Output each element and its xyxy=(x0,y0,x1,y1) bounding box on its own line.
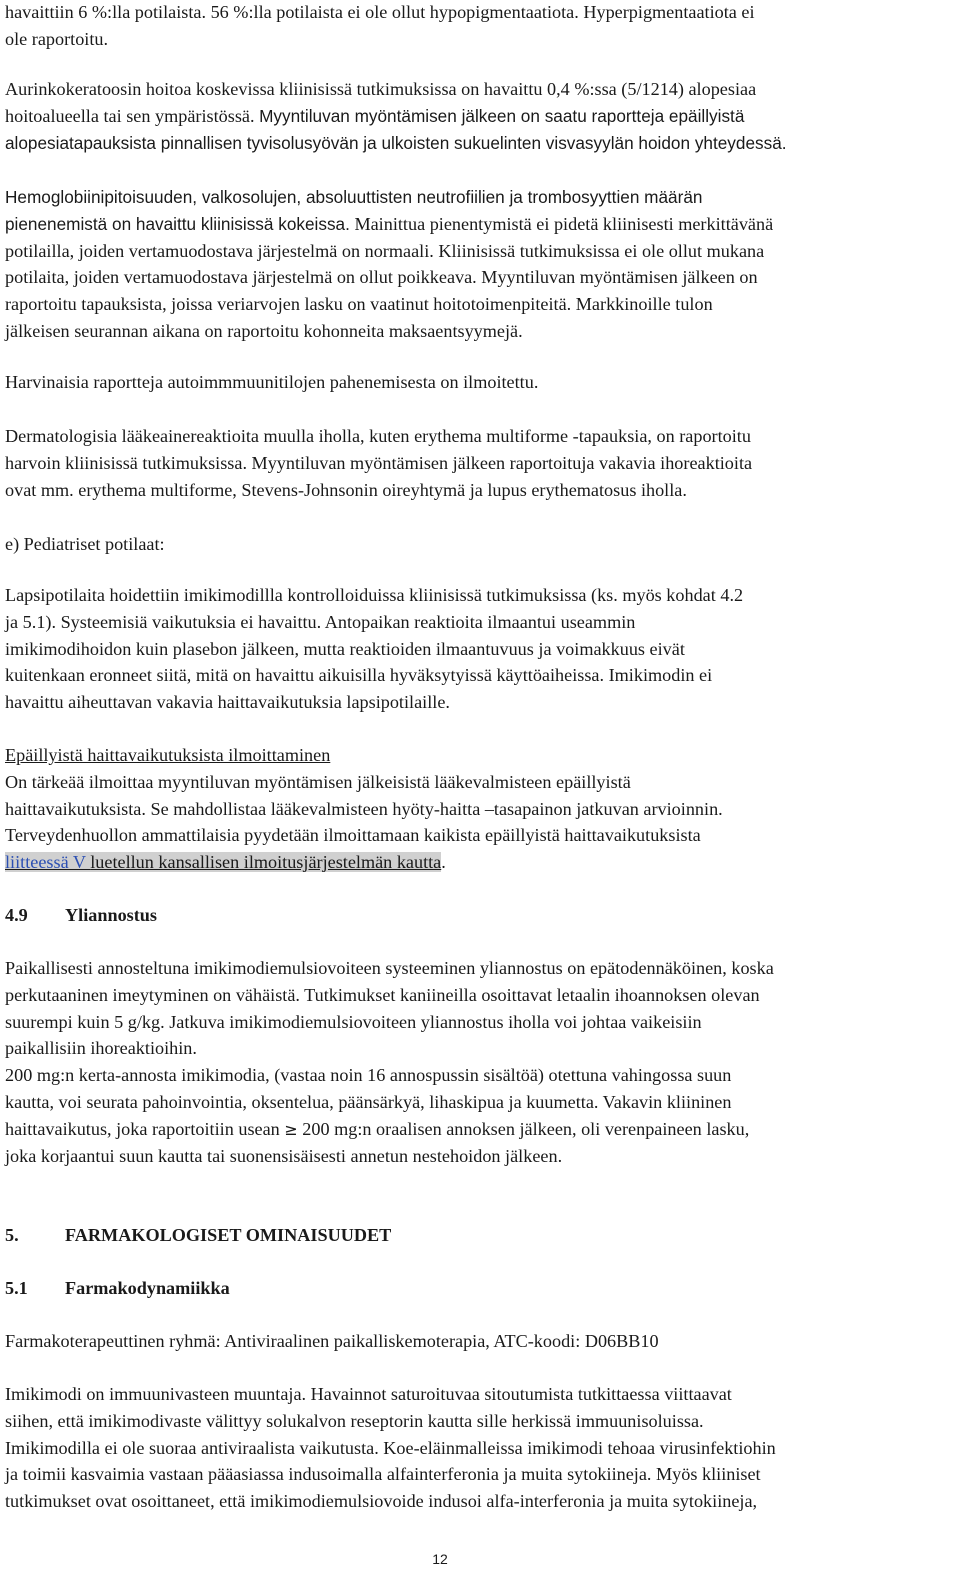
text-line: jälkeisen seurannan aikana on raportoitu kohonneita maksaentsyymejä. xyxy=(5,320,523,341)
text-line: Imikimodilla ei ole suoraa antiviraalista vaikutusta. xyxy=(5,1437,379,1458)
paragraph-hemoglobin xyxy=(5,184,773,345)
section-number: 4.9 xyxy=(5,905,28,925)
appendix-v-link-text: luetellun kansallisen ilmoitusjärjestelmän kautta xyxy=(90,852,442,873)
text-line: Havainnot saturoituvaa sitoutumista tutkittaessa viittaavat xyxy=(310,1384,732,1404)
text-line: On tärkeää ilmoittaa myyntiluvan myöntämisen jälkeisistä lääkevalmisteen epäillyistä xyxy=(5,771,631,792)
text-line: Tutkimukset kaniineilla osoittavat letaalin ihoannoksen olevan xyxy=(304,984,760,1005)
text-line: Paikallisesti annosteltuna imikimodiemulsiovoiteen systeeminen yliannostus on epätodennäköinen, koska xyxy=(5,958,774,978)
appendix-v-link[interactable] xyxy=(5,852,441,872)
section-heading-4-9 xyxy=(5,902,157,929)
paragraph-overdose-topical xyxy=(5,955,774,1062)
section-number: 5. xyxy=(5,1225,19,1245)
text-line: Vakavin kliininen xyxy=(602,1091,732,1112)
text-line: Myyntiluvan myöntämisen jälkeen raportoituja vakavia ihoreaktioita xyxy=(251,452,753,473)
text-line: Aurinkokeratoosin hoitoa koskevissa kliinisissä tutkimuksissa on havaittu 0,4 %:ssa (5/1214) alopesiaa xyxy=(5,79,757,99)
text-line: paikallisiin ihoreaktioihin. xyxy=(5,1038,197,1059)
paragraph-pharmacodynamics xyxy=(5,1381,776,1515)
text-line: 200 mg:n oraalisen annoksen jälkeen, oli verenpaineen lasku, xyxy=(302,1118,750,1139)
paragraph-pediatric xyxy=(5,582,743,716)
text-line: Koe-eläinmalleissa imikimodi tehoaa virusinfektiohin xyxy=(383,1437,776,1458)
text-line: erythema multiforme, Stevens-Johnsonin oireyhtymä ja lupus erythematosus iholla. xyxy=(78,479,687,500)
text-line: alopesiatapauksista pinnallisen tyvisolusyövän ja ulkoisten sukuelinten visvasyylän hoidon yhteydessä. xyxy=(5,132,787,153)
paragraph-pigmentation xyxy=(5,0,755,53)
paragraph-atc xyxy=(5,1328,659,1355)
text-line: havaittu aiheuttavan vakavia haittavaikutuksia lapsipotilaille. xyxy=(5,692,450,713)
text-line: Myös kliiniset xyxy=(656,1464,761,1485)
text-line: tutkimukset ovat osoittaneet, että imikimodiemulsiovoide indusoi alfa-interferonia ja muita sytokiineja, xyxy=(5,1491,758,1512)
text-line: siihen, että imikimodivaste välittyy solukalvon reseptorin kautta sille herkissä immuunisoluissa. xyxy=(5,1410,704,1431)
text-line: Hemoglobiinipitoisuuden, valkosolujen, absoluuttisten neutrofiilien ja trombosyyttien määrän xyxy=(5,187,703,207)
page-number: 12 xyxy=(432,1551,448,1567)
section-number: 5.1 xyxy=(5,1278,28,1298)
text-line: potilaita, joiden vertamuodostava järjestelmä on ollut poikkeava. xyxy=(5,267,477,288)
text-line: Mainittua pienentymistä ei pidetä kliinisesti merkittävänä xyxy=(354,213,774,234)
text-line: kautta, voi seurata pahoinvointia, oksentelua, päänsärkyä, lihaskipua ja kuumetta. xyxy=(5,1091,599,1112)
text-line: Myyntiluvan myöntämisen jälkeen on xyxy=(481,267,758,288)
text-line: hoitoalueella tai sen ympäristössä. xyxy=(5,105,255,126)
text-line: e) Pediatriset potilaat: xyxy=(5,534,165,554)
text-line: kuitenkaan eronneet siitä, mitä on havaittu aikuisilla hyväksytyissä käyttöaiheissa. xyxy=(5,665,605,686)
text-line: Systeemisiä vaikutuksia ei havaittu. xyxy=(60,611,322,632)
text-line: haittavaikutus, joka raportoitiin usean xyxy=(5,1118,280,1139)
text-line: Lapsipotilaita hoidettiin imikimodillla kontrolloiduissa kliinisissä tutkimuksissa (ks. myös kohdat 4.2 xyxy=(5,585,744,605)
section-title: FARMAKOLOGISET OMINAISUUDET xyxy=(65,1225,392,1245)
section-heading-5-1 xyxy=(5,1275,230,1302)
text-line: Kliinisissä tutkimuksissa ei ole ollut mukana xyxy=(438,240,765,261)
appendix-v-link-label: liitteessä V xyxy=(5,852,91,873)
text-line: Imikimodin ei xyxy=(608,665,713,686)
text-line: perkutaaninen imeytyminen on vähäistä. xyxy=(5,984,300,1005)
text-line: haittavaikutuksista. Se mahdollistaa lääkevalmisteen hyöty-haitta –tasapainon jatkuvan arvioinnin. xyxy=(5,798,723,819)
paragraph-dermatology xyxy=(5,423,752,503)
paragraph-reporting xyxy=(5,742,723,876)
section-title: Farmakodynamiikka xyxy=(65,1278,230,1298)
text-line: potilailla, joiden vertamuodostava järjestelmä on normaali. xyxy=(5,240,434,261)
text-line: Terveydenhuollon ammattilaisia pyydetään ilmoittamaan kaikista epäillyistä haittavaikutuksista xyxy=(5,825,701,846)
text-line: ovat mm. xyxy=(5,479,74,500)
text-line: ja 5.1). xyxy=(5,611,57,632)
section-title: Yliannostus xyxy=(65,905,157,925)
text-line: harvoin kliinisissä tutkimuksissa. xyxy=(5,452,247,473)
text-line: . xyxy=(441,852,446,873)
text-line: Myyntiluvan myöntämisen jälkeen on saatu raportteja epäillyistä xyxy=(259,105,745,126)
greater-or-equal-icon: ≥ xyxy=(284,1119,298,1139)
reporting-title: Epäillyistä haittavaikutuksista ilmoittaminen xyxy=(5,745,331,765)
text-line: raportoitu tapauksista, joissa veriarvojen lasku on vaatinut hoitotoimenpiteitä. xyxy=(5,294,572,315)
text-line: imikimodihoidon kuin plasebon jälkeen, mutta reaktioiden ilmaantuvuus ja voimakkuus eivät xyxy=(5,638,685,659)
text-line: Harvinaisia raportteja autoimmmuunitilojen pahenemisesta on ilmoitettu. xyxy=(5,372,539,392)
paragraph-autoimmune xyxy=(5,369,538,396)
text-line: Dermatologisia lääkeainereaktioita muulla iholla, kuten erythema multiforme -tapauksia, on raportoitu xyxy=(5,426,751,446)
section-heading-5 xyxy=(5,1222,391,1249)
text-line: suurempi kuin 5 g/kg. xyxy=(5,1011,165,1032)
text-line: joka korjaantui suun kautta tai suonensisäisesti annetun nestehoidon jälkeen. xyxy=(5,1146,563,1167)
text-line: pienenemistä on havaittu kliinisissä kokeissa. xyxy=(5,213,350,234)
text-line: havaittiin 6 %:lla potilaista. 56 %:lla potilaista ei ole ollut hypopigmentaatiota. Hyperpigmentaatiota ei xyxy=(5,2,755,22)
text-line: 200 mg:n kerta-annosta imikimodia, (vastaa noin 16 annospussin sisältöä) otettuna vahingossa suun xyxy=(5,1065,732,1085)
text-line: ole raportoitu. xyxy=(5,28,109,49)
text-line: Jatkuva imikimodiemulsiovoiteen yliannostus iholla voi johtaa vaikeisiin xyxy=(169,1011,702,1032)
text-line: Markkinoille tulon xyxy=(575,294,713,315)
text-line: Antopaikan reaktioita ilmaantui useammin xyxy=(324,611,636,632)
text-line: Farmakoterapeuttinen ryhmä: Antiviraalinen paikalliskemoterapia, ATC-koodi: D06BB10 xyxy=(5,1331,659,1351)
text-line: ja toimii kasvaimia vastaan pääasiassa indusoimalla alfainterferonia ja muita sytokiineja. xyxy=(5,1464,652,1485)
paragraph-alopecia xyxy=(5,76,787,156)
text-line: Imikimodi on immuunivasteen muuntaja. xyxy=(5,1384,307,1404)
subsection-pediatric-title xyxy=(5,531,165,558)
paragraph-overdose-oral xyxy=(5,1062,749,1170)
